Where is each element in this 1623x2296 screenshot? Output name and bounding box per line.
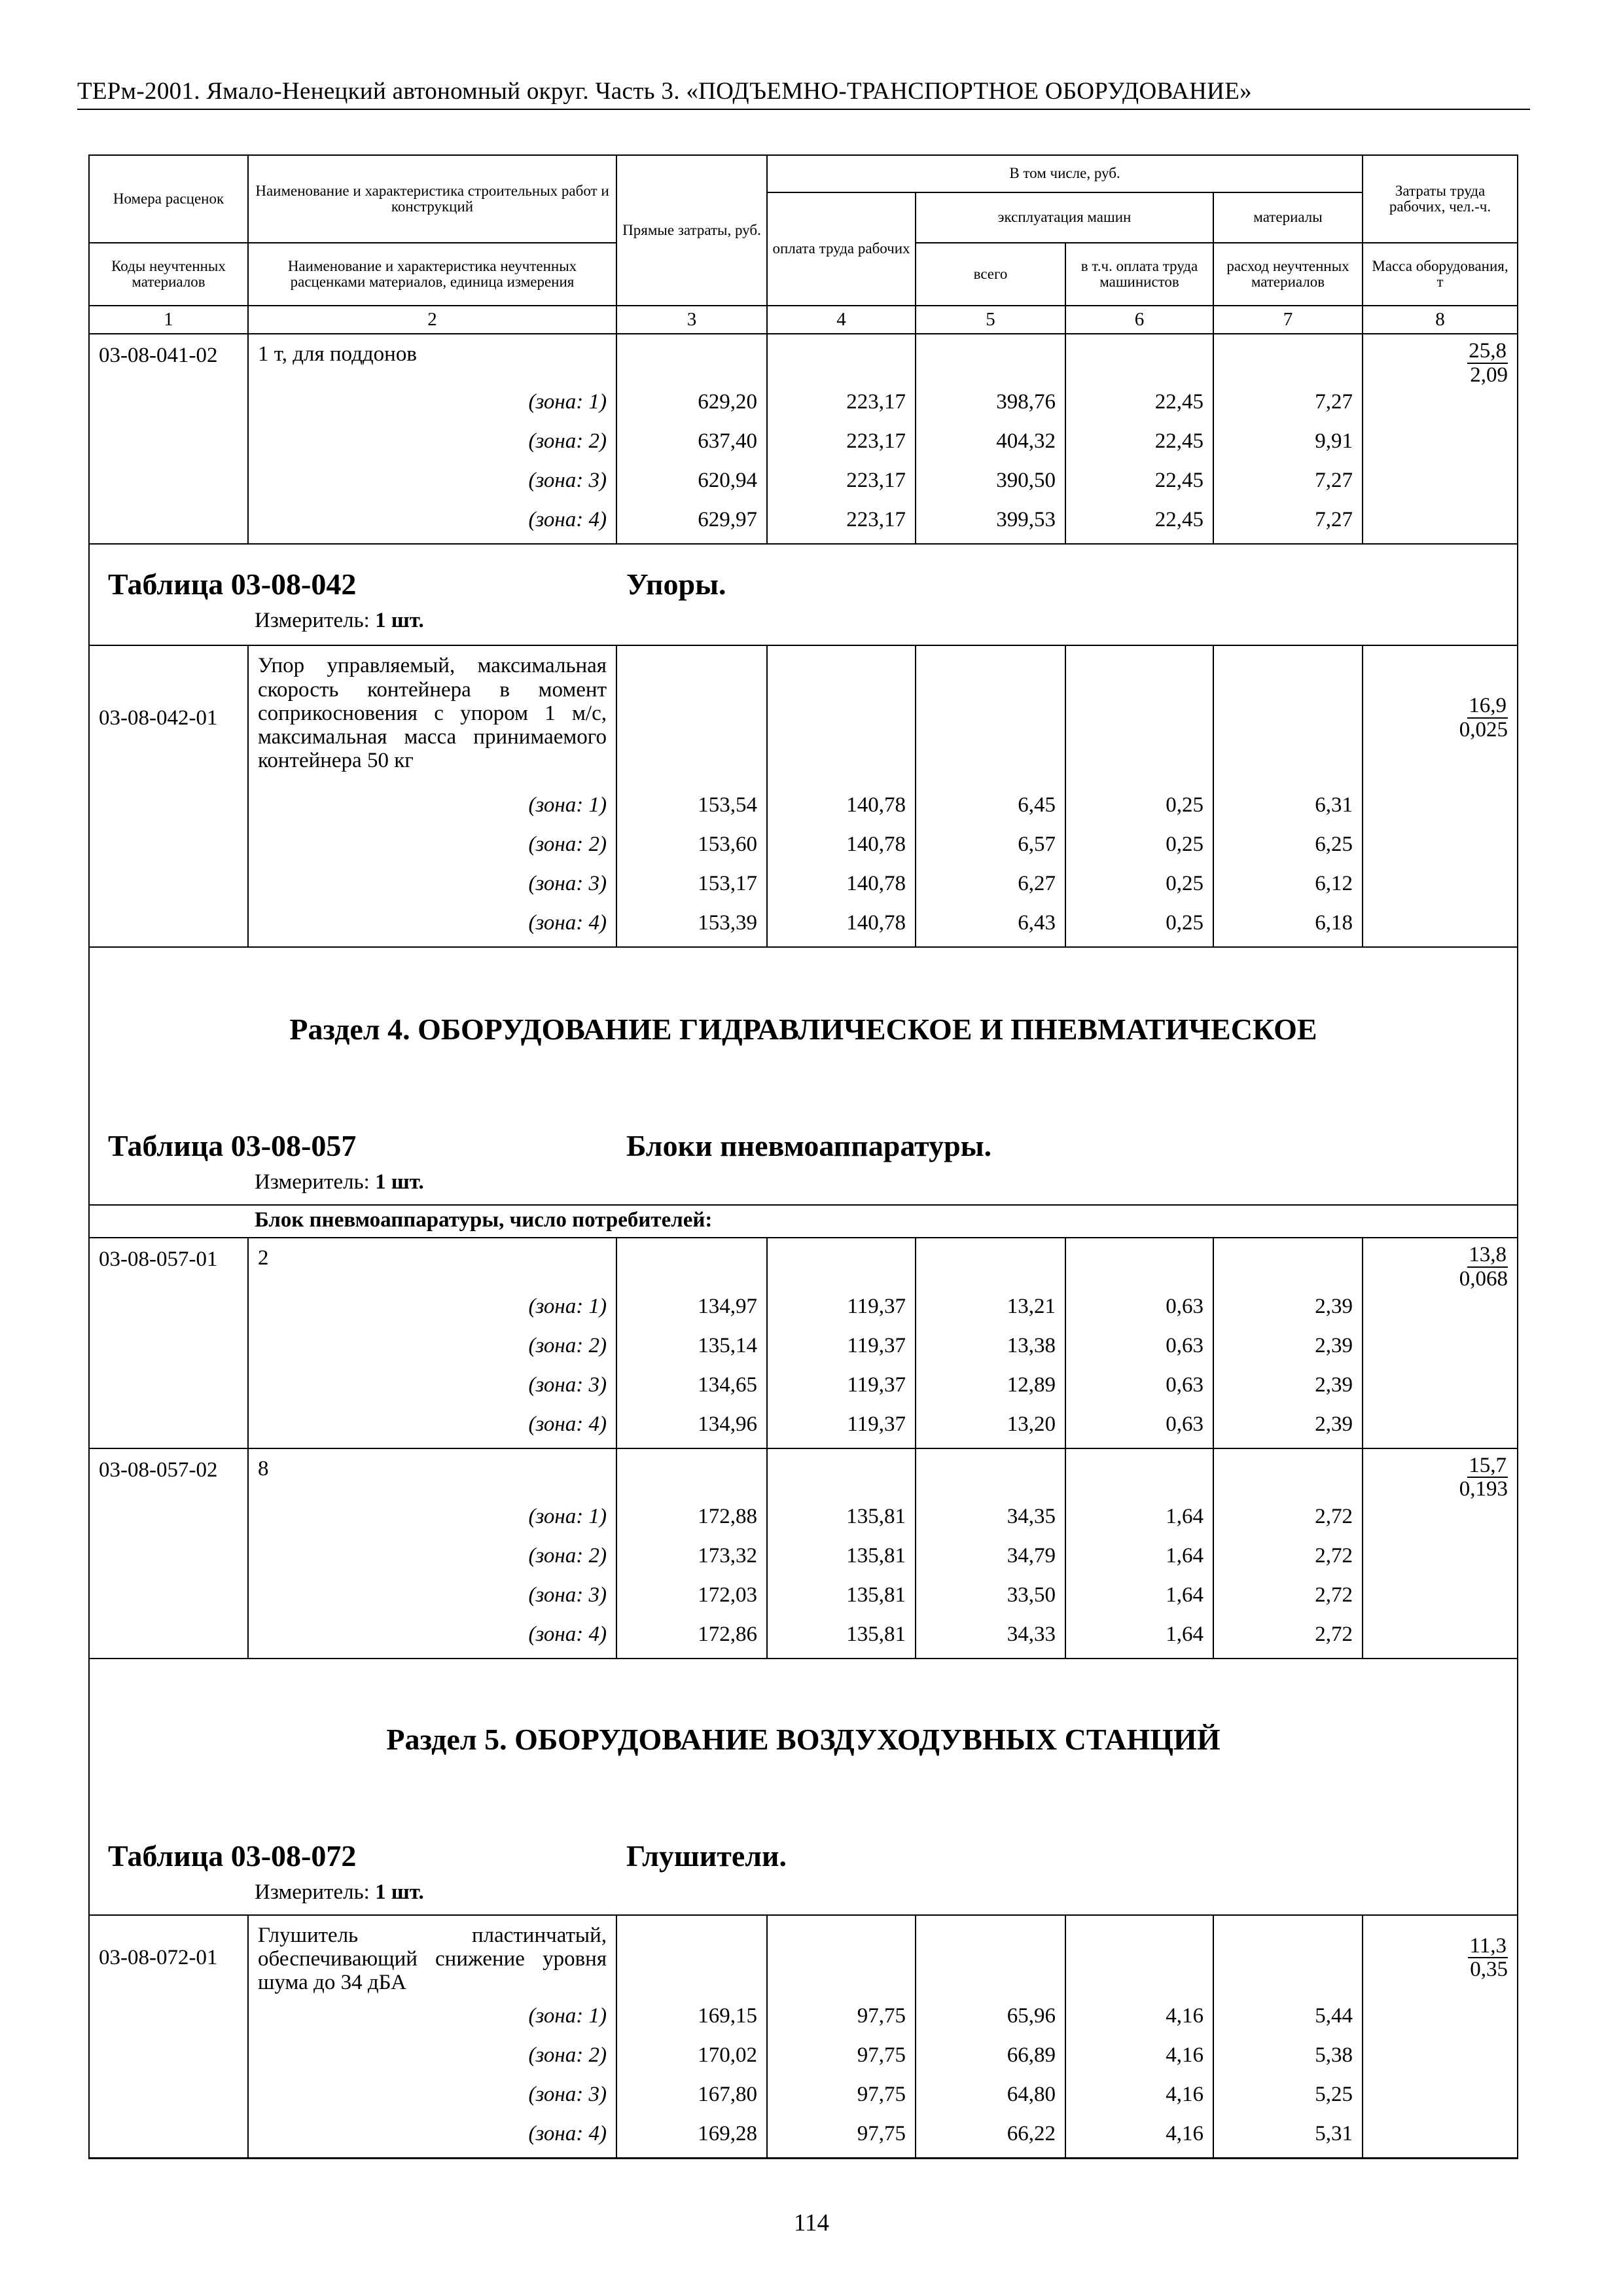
col-machines-header: эксплуатация машин xyxy=(916,192,1213,243)
materials: 9,91 xyxy=(1213,425,1363,465)
zone-row xyxy=(89,2118,1518,2159)
machines-total: 13,21 xyxy=(916,1291,1065,1330)
labor-mass-fraction xyxy=(1363,334,1518,386)
machines-total: 390,50 xyxy=(916,465,1065,504)
labor-value: 16,9 xyxy=(1469,694,1507,718)
col-materials-header: материалы xyxy=(1213,192,1363,243)
workers-wages: 135,81 xyxy=(767,1501,916,1540)
table-row xyxy=(89,334,1518,386)
col-num: 3 xyxy=(616,306,767,334)
workers-wages: 223,17 xyxy=(767,465,916,504)
materials: 2,72 xyxy=(1213,1619,1363,1659)
section-title: Раздел 5. ОБОРУДОВАНИЕ ВОЗДУХОДУВНЫХ СТАНЦИЙ xyxy=(386,1722,1221,1756)
machines-total: 34,79 xyxy=(916,1540,1065,1579)
zone-row xyxy=(89,1619,1518,1659)
materials: 2,72 xyxy=(1213,1579,1363,1619)
operators-wages: 1,64 xyxy=(1065,1619,1213,1659)
zone-row xyxy=(89,868,1518,907)
workers-wages: 119,37 xyxy=(767,1330,916,1369)
header-rule xyxy=(77,109,1530,110)
labor-value: 11,3 xyxy=(1469,1933,1507,1958)
materials: 7,27 xyxy=(1213,465,1363,504)
col-num: 1 xyxy=(89,306,248,334)
zone-label: (зона: 1) xyxy=(248,1501,616,1540)
direct-costs: 135,14 xyxy=(616,1330,767,1369)
materials: 6,25 xyxy=(1213,829,1363,868)
materials: 2,72 xyxy=(1213,1540,1363,1579)
operators-wages: 1,64 xyxy=(1065,1579,1213,1619)
table-row xyxy=(89,1238,1518,1290)
operators-wages: 1,64 xyxy=(1065,1501,1213,1540)
zone-label: (зона: 1) xyxy=(248,2000,616,2039)
machines-total: 12,89 xyxy=(916,1369,1065,1408)
zone-row xyxy=(89,2079,1518,2118)
operators-wages: 0,63 xyxy=(1065,1369,1213,1408)
table-label: Таблица 03-08-057 xyxy=(108,1129,357,1163)
zone-row xyxy=(89,2039,1518,2079)
zone-row xyxy=(89,1408,1518,1448)
workers-wages: 135,81 xyxy=(767,1540,916,1579)
direct-costs: 153,60 xyxy=(616,829,767,868)
workers-wages: 97,75 xyxy=(767,2000,916,2039)
zone-label: (зона: 3) xyxy=(248,2079,616,2118)
rate-code: 03-08-057-01 xyxy=(89,1238,248,1290)
machines-total: 33,50 xyxy=(916,1579,1065,1619)
col-unaccounted-header: Наименование и характеристика неучтенных расценками материалов, единица измерения xyxy=(248,243,616,306)
workers-wages: 119,37 xyxy=(767,1408,916,1448)
rate-name: Упор управляемый, максимальная скорость контейнера в момент соприкосновения с упором 1 м/с, максимальная масса принимаемого контейнера 50 кг xyxy=(248,645,616,789)
col-num: 6 xyxy=(1065,306,1213,334)
measure-unit: Измеритель: 1 шт. xyxy=(255,1170,424,1194)
machines-total: 34,35 xyxy=(916,1501,1065,1540)
zone-row xyxy=(89,425,1518,465)
section-title: Раздел 4. ОБОРУДОВАНИЕ ГИДРАВЛИЧЕСКОЕ И ПНЕВМАТИЧЕСКОЕ xyxy=(289,1013,1317,1047)
operators-wages: 0,63 xyxy=(1065,1408,1213,1448)
materials: 6,31 xyxy=(1213,789,1363,829)
direct-costs: 153,17 xyxy=(616,868,767,907)
zone-label: (зона: 4) xyxy=(248,2118,616,2159)
zone-label: (зона: 1) xyxy=(248,789,616,829)
subheading-row xyxy=(89,1205,1518,1238)
col-num: 7 xyxy=(1213,306,1363,334)
col-including-header: В том числе, руб. xyxy=(767,155,1363,192)
table-row xyxy=(89,1915,1518,2000)
measure-unit: Измеритель: 1 шт. xyxy=(255,609,424,633)
zone-label: (зона: 2) xyxy=(248,2039,616,2079)
workers-wages: 223,17 xyxy=(767,504,916,544)
direct-costs: 637,40 xyxy=(616,425,767,465)
workers-wages: 97,75 xyxy=(767,2039,916,2079)
measure-unit: Измеритель: 1 шт. xyxy=(255,1880,424,1904)
col-operators-wages-header: в т.ч. оплата труда машинистов xyxy=(1065,243,1213,306)
operators-wages: 0,63 xyxy=(1065,1330,1213,1369)
col-mass-header: Масса оборудования, т xyxy=(1363,243,1518,306)
rate-code: 03-08-041-02 xyxy=(89,334,248,386)
labor-mass-fraction xyxy=(1363,1915,1518,2000)
direct-costs: 134,97 xyxy=(616,1291,767,1330)
colhead-row-1 xyxy=(89,155,1518,192)
operators-wages: 0,25 xyxy=(1065,789,1213,829)
direct-costs: 169,28 xyxy=(616,2118,767,2159)
materials: 7,27 xyxy=(1213,504,1363,544)
operators-wages: 4,16 xyxy=(1065,2079,1213,2118)
materials: 2,72 xyxy=(1213,1501,1363,1540)
workers-wages: 119,37 xyxy=(767,1369,916,1408)
table-title: Блоки пневмоаппаратуры. xyxy=(626,1129,992,1163)
operators-wages: 4,16 xyxy=(1065,2039,1213,2079)
machines-total: 398,76 xyxy=(916,386,1065,425)
zone-label: (зона: 2) xyxy=(248,1330,616,1369)
col-num: 2 xyxy=(248,306,616,334)
machines-total: 404,32 xyxy=(916,425,1065,465)
workers-wages: 140,78 xyxy=(767,829,916,868)
rate-code: 03-08-057-02 xyxy=(89,1448,248,1501)
zone-row xyxy=(89,1540,1518,1579)
machines-total: 6,27 xyxy=(916,868,1065,907)
materials: 2,39 xyxy=(1213,1291,1363,1330)
col-direct-costs-header: Прямые затраты, руб. xyxy=(616,155,767,306)
rate-code: 03-08-042-01 xyxy=(89,645,248,789)
col-labor-header: Затраты труда рабочих, чел.-ч. xyxy=(1363,155,1518,243)
operators-wages: 22,45 xyxy=(1065,425,1213,465)
workers-wages: 223,17 xyxy=(767,425,916,465)
section-block xyxy=(89,1659,1518,1915)
col-rates-header: Номера расценок xyxy=(89,155,248,243)
zone-row xyxy=(89,1501,1518,1540)
direct-costs: 629,20 xyxy=(616,386,767,425)
labor-mass-fraction xyxy=(1363,1448,1518,1501)
table-title: Глушители. xyxy=(626,1839,787,1873)
table-row xyxy=(89,645,1518,789)
zone-label: (зона: 4) xyxy=(248,1408,616,1448)
machines-total: 13,20 xyxy=(916,1408,1065,1448)
workers-wages: 140,78 xyxy=(767,907,916,947)
mass-value: 0,35 xyxy=(1470,1958,1508,1982)
page-number: 114 xyxy=(793,2210,830,2236)
operators-wages: 22,45 xyxy=(1065,504,1213,544)
materials: 6,12 xyxy=(1213,868,1363,907)
labor-value: 25,8 xyxy=(1469,339,1507,363)
zone-row xyxy=(89,386,1518,425)
workers-wages: 140,78 xyxy=(767,789,916,829)
col-machines-total-header: всего xyxy=(916,243,1065,306)
zone-label: (зона: 4) xyxy=(248,907,616,947)
price-table xyxy=(88,154,1518,2159)
zone-row xyxy=(89,1369,1518,1408)
workers-wages: 140,78 xyxy=(767,868,916,907)
col-num: 5 xyxy=(916,306,1065,334)
labor-value: 13,8 xyxy=(1469,1243,1507,1267)
machines-total: 6,43 xyxy=(916,907,1065,947)
workers-wages: 97,75 xyxy=(767,2118,916,2159)
zone-row xyxy=(89,829,1518,868)
zone-row xyxy=(89,907,1518,947)
operators-wages: 22,45 xyxy=(1065,465,1213,504)
materials: 7,27 xyxy=(1213,386,1363,425)
rate-name: 1 т, для поддонов xyxy=(248,334,616,386)
direct-costs: 170,02 xyxy=(616,2039,767,2079)
section-block xyxy=(89,947,1518,1205)
operators-wages: 1,64 xyxy=(1065,1540,1213,1579)
direct-costs: 167,80 xyxy=(616,2079,767,2118)
direct-costs: 169,15 xyxy=(616,2000,767,2039)
table-title-row xyxy=(89,544,1518,645)
materials: 5,31 xyxy=(1213,2118,1363,2159)
zone-row xyxy=(89,1291,1518,1330)
direct-costs: 134,65 xyxy=(616,1369,767,1408)
materials: 6,18 xyxy=(1213,907,1363,947)
direct-costs: 629,97 xyxy=(616,504,767,544)
table-title: Упоры. xyxy=(626,567,726,601)
col-works-header: Наименование и характеристика строительных работ и конструкций xyxy=(248,155,616,243)
machines-total: 34,33 xyxy=(916,1619,1065,1659)
zone-label: (зона: 1) xyxy=(248,386,616,425)
col-codes-header: Коды неучтенных материалов xyxy=(89,243,248,306)
operators-wages: 4,16 xyxy=(1065,2118,1213,2159)
materials: 5,44 xyxy=(1213,2000,1363,2039)
running-header: ТЕРм-2001. Ямало-Ненецкий автономный округ. Часть 3. «ПОДЪЕМНО-ТРАНСПОРТНОЕ ОБОРУДОВАНИЕ» xyxy=(77,78,1252,105)
col-num: 4 xyxy=(767,306,916,334)
workers-wages: 223,17 xyxy=(767,386,916,425)
zone-label: (зона: 4) xyxy=(248,1619,616,1659)
direct-costs: 172,88 xyxy=(616,1501,767,1540)
direct-costs: 134,96 xyxy=(616,1408,767,1448)
labor-mass-fraction xyxy=(1363,1238,1518,1290)
materials: 2,39 xyxy=(1213,1408,1363,1448)
direct-costs: 153,54 xyxy=(616,789,767,829)
zone-row xyxy=(89,465,1518,504)
mass-value: 0,193 xyxy=(1459,1477,1508,1501)
materials: 5,38 xyxy=(1213,2039,1363,2079)
zone-row xyxy=(89,1330,1518,1369)
labor-mass-fraction xyxy=(1363,645,1518,789)
operators-wages: 0,25 xyxy=(1065,829,1213,868)
rate-name: 8 xyxy=(248,1448,616,1501)
operators-wages: 4,16 xyxy=(1065,2000,1213,2039)
machines-total: 65,96 xyxy=(916,2000,1065,2039)
machines-total: 399,53 xyxy=(916,504,1065,544)
machines-total: 6,57 xyxy=(916,829,1065,868)
zone-label: (зона: 3) xyxy=(248,1579,616,1619)
workers-wages: 135,81 xyxy=(767,1579,916,1619)
rate-name: 2 xyxy=(248,1238,616,1290)
rate-code: 03-08-072-01 xyxy=(89,1915,248,2000)
materials: 2,39 xyxy=(1213,1369,1363,1408)
workers-wages: 119,37 xyxy=(767,1291,916,1330)
mass-value: 0,068 xyxy=(1459,1266,1508,1291)
workers-wages: 97,75 xyxy=(767,2079,916,2118)
operators-wages: 22,45 xyxy=(1065,386,1213,425)
operators-wages: 0,63 xyxy=(1065,1291,1213,1330)
mass-value: 0,025 xyxy=(1459,717,1508,742)
machines-total: 66,22 xyxy=(916,2118,1065,2159)
zone-label: (зона: 4) xyxy=(248,504,616,544)
rate-name: Глушитель пластинчатый, обеспечивающий снижение уровня шума до 34 дБА xyxy=(248,1915,616,2000)
workers-wages: 135,81 xyxy=(767,1619,916,1659)
col-wages-header: оплата труда рабочих xyxy=(767,192,916,306)
table-label: Таблица 03-08-042 xyxy=(108,567,357,601)
zone-row xyxy=(89,504,1518,544)
operators-wages: 0,25 xyxy=(1065,907,1213,947)
zone-row xyxy=(89,2000,1518,2039)
zone-label: (зона: 3) xyxy=(248,1369,616,1408)
machines-total: 13,38 xyxy=(916,1330,1065,1369)
direct-costs: 172,86 xyxy=(616,1619,767,1659)
zone-label: (зона: 3) xyxy=(248,868,616,907)
machines-total: 6,45 xyxy=(916,789,1065,829)
materials: 2,39 xyxy=(1213,1330,1363,1369)
labor-value: 15,7 xyxy=(1469,1453,1507,1477)
operators-wages: 0,25 xyxy=(1065,868,1213,907)
zone-label: (зона: 1) xyxy=(248,1291,616,1330)
zone-label: (зона: 3) xyxy=(248,465,616,504)
subheading: Блок пневмоаппаратуры, число потребителей: xyxy=(89,1205,1518,1238)
zone-label: (зона: 2) xyxy=(248,425,616,465)
mass-value: 2,09 xyxy=(1470,363,1508,387)
table-label: Таблица 03-08-072 xyxy=(108,1839,357,1873)
column-numbers-row xyxy=(89,306,1518,334)
machines-total: 64,80 xyxy=(916,2079,1065,2118)
direct-costs: 173,32 xyxy=(616,1540,767,1579)
zone-label: (зона: 2) xyxy=(248,1540,616,1579)
col-num: 8 xyxy=(1363,306,1518,334)
machines-total: 66,89 xyxy=(916,2039,1065,2079)
table-row xyxy=(89,1448,1518,1501)
direct-costs: 153,39 xyxy=(616,907,767,947)
materials: 5,25 xyxy=(1213,2079,1363,2118)
direct-costs: 620,94 xyxy=(616,465,767,504)
zone-label: (зона: 2) xyxy=(248,829,616,868)
direct-costs: 172,03 xyxy=(616,1579,767,1619)
zone-row xyxy=(89,1579,1518,1619)
col-mat-consumption-header: расход неучтенных материалов xyxy=(1213,243,1363,306)
zone-row xyxy=(89,789,1518,829)
